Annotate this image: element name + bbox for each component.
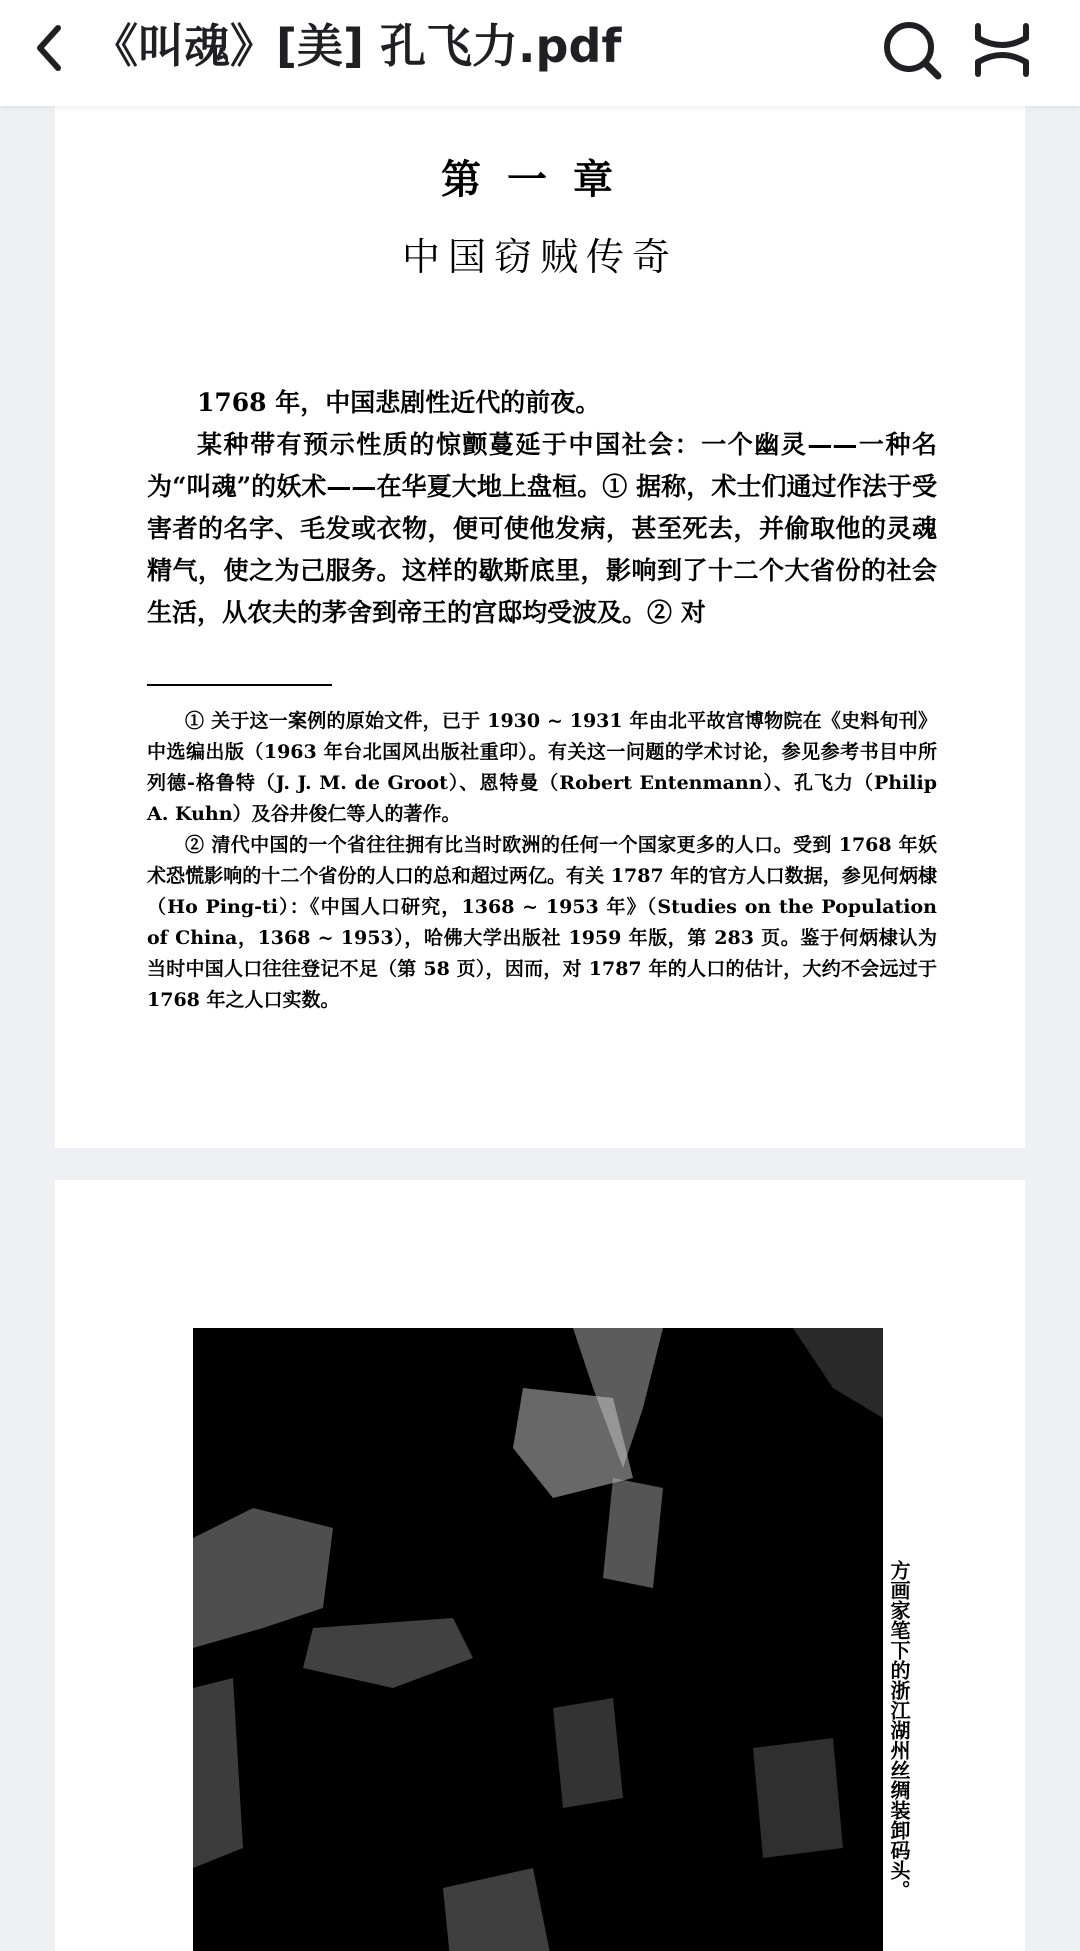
back-button[interactable] bbox=[28, 18, 78, 78]
pdf-page-1[interactable] bbox=[55, 106, 1025, 1148]
chapter-title: 中国窃贼传奇 bbox=[401, 235, 678, 279]
search-button[interactable] bbox=[880, 18, 944, 82]
chevron-left-icon bbox=[28, 18, 78, 78]
body-text bbox=[147, 382, 937, 634]
historical-photo bbox=[193, 1328, 883, 1951]
paragraph: 1768 年，中国悲剧性近代的前夜。 bbox=[197, 388, 601, 417]
document-title: 《叫魂》[美] 孔飞力.pdf bbox=[92, 19, 622, 73]
paragraph: 某种带有预示性质的惊颤蔓延于中国社会：一个幽灵——一种名为“叫魂”的妖术——在华夏大地上盘桓。① 据称，术士们通过作法于受害者的名字、毛发或衣物，便可使他发病，甚至死去，并偷取他的灵魂精气，使之为己服务。这样的歇斯底里，影响到了十二个大省份的社会生活，从农夫的茅舍到帝王的宫邸均受波及。② 对 bbox=[147, 430, 937, 627]
menu-button[interactable] bbox=[970, 18, 1034, 82]
chapter-number: 第一章 bbox=[441, 157, 639, 203]
top-app-bar bbox=[0, 0, 1080, 106]
menu-icon bbox=[970, 18, 1034, 82]
search-icon bbox=[880, 18, 944, 82]
footnote: ① 关于这一案例的原始文件，已于 1930 ~ 1931 年由北平故宫博物院在《史料旬刊》中选编出版（1963 年台北国风出版社重印）。有关这一问题的学术讨论，参见参考书目中所列德-格鲁特（J. J. M. de Groot）、恩特曼（Robert Entenmann）、孔飞力（Philip A. Kuhn）及谷井俊仁等人的著作。 bbox=[147, 710, 937, 825]
footnote: ② 清代中国的一个省往往拥有比当时欧洲的任何一个国家更多的人口。受到 1768 年妖术恐慌影响的十二个省份的人口的总和超过两亿。有关 1787 年的官方人口数据，参见何炳棣（Ho Ping-ti）：《中国人口研究，1368 ~ 1953 年》（Studies on the Population of China，1368 ~ 1953），哈佛大学出版社 1959 年版，第 283 页。鉴于何炳棣认为当时中国人口往往登记不足（第 58 页），因而，对 1787 年的人口的估计，大约不会远过于 1768 年之人口实数。 bbox=[147, 834, 937, 1011]
footnote-divider bbox=[147, 684, 332, 686]
photo-caption: 方画家笔下的浙江湖州丝绸装卸码头。 bbox=[887, 1560, 911, 1900]
footnotes bbox=[147, 706, 937, 1016]
pdf-page-2[interactable] bbox=[55, 1180, 1025, 1951]
